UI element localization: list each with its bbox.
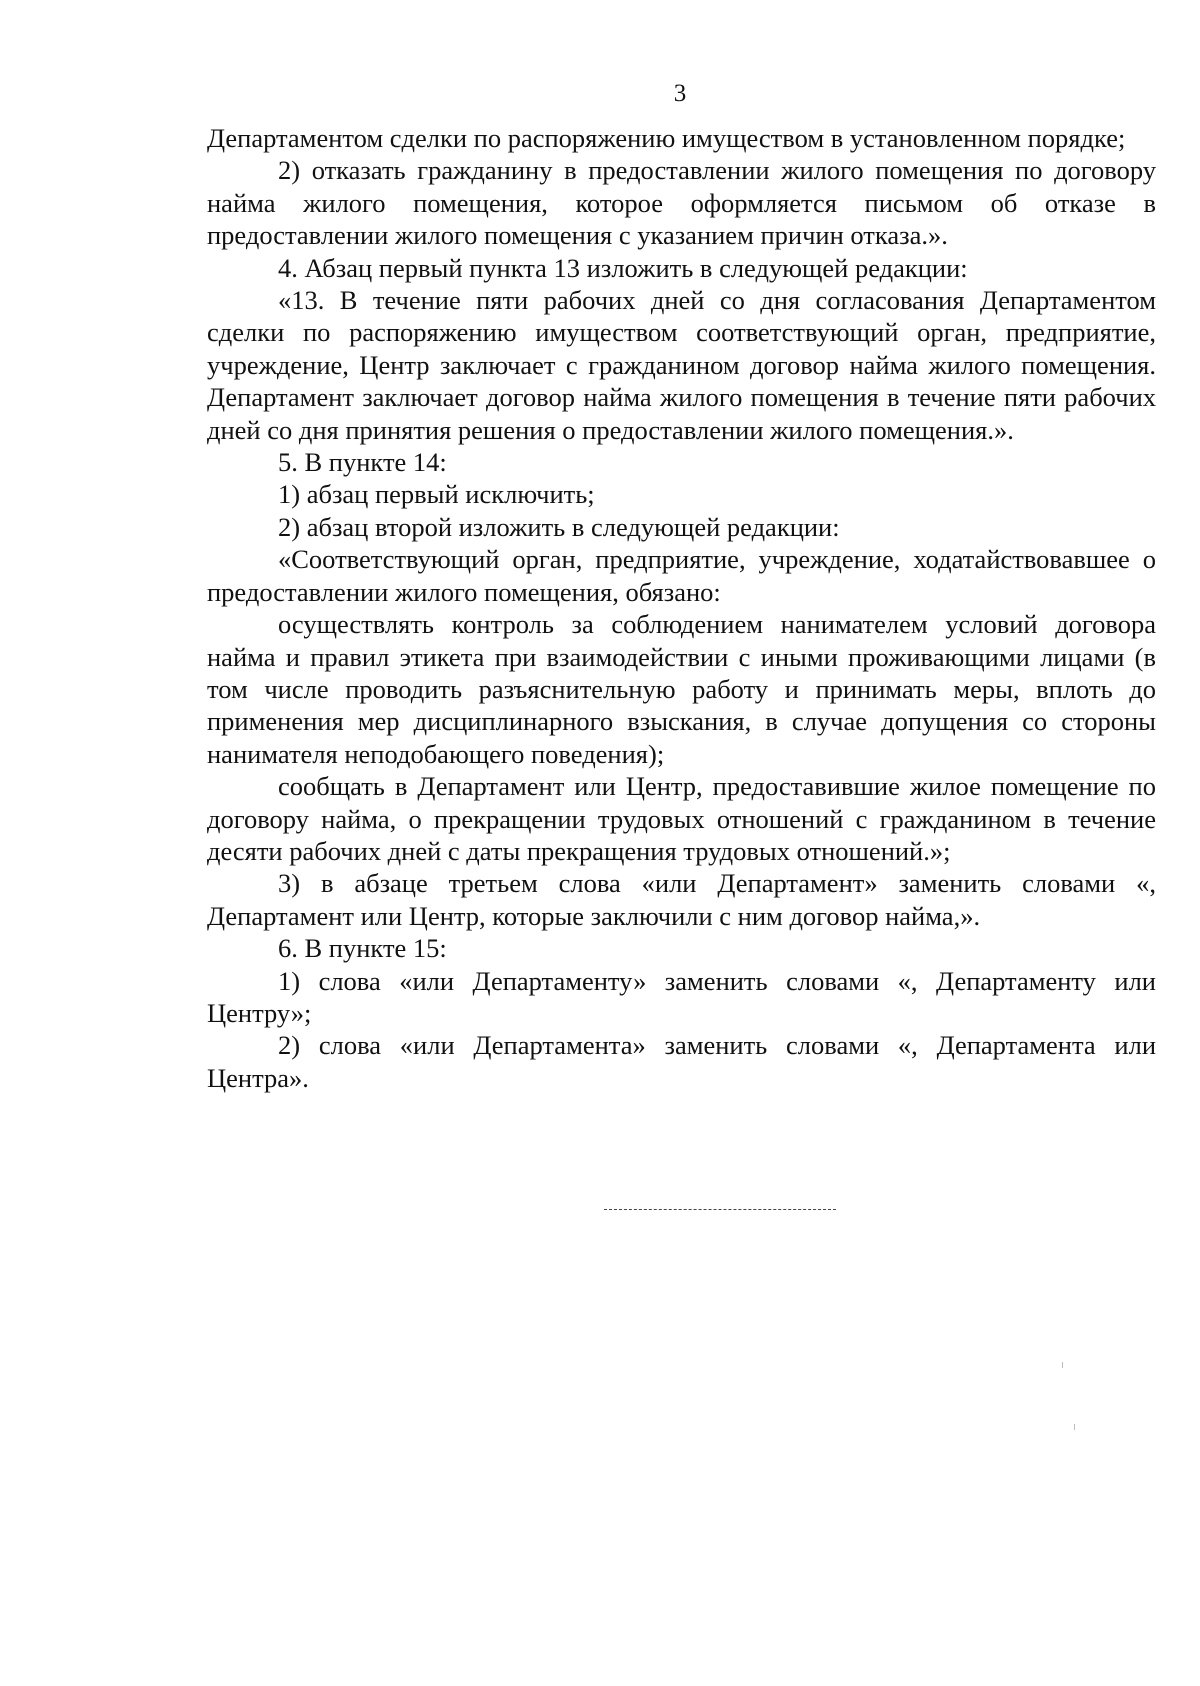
scan-speck — [1074, 1424, 1075, 1430]
paragraph-item-6: 6. В пункте 15: — [278, 933, 447, 964]
page-number: 3 — [673, 80, 687, 107]
paragraph-item-5-sub-3: 3) в абзаце третьем слова «или Департамент» заменить словами «, Департамент или Центр, которые заключили с ним договор найма,». — [207, 868, 1156, 931]
paragraph-item-5-sub-2: 2) абзац второй изложить в следующей редакции: — [278, 511, 840, 542]
paragraph-obligation-control: осуществлять контроль за соблюдением нанимателем условий договора найма и правил этикета при взаимодействии с иными проживающими лицами (в том числе проводить разъяснительную работу и принимать меры, вплоть до применения мер дисциплинарного взыскания, в случае допущения со стороны нанимателя неподобающего поведения); — [207, 609, 1156, 769]
document-body — [207, 122, 1156, 1094]
scan-speck — [1062, 1362, 1063, 1368]
paragraph-item-13-text: «13. В течение пяти рабочих дней со дня согласования Департаментом сделки по распоряжению имуществом соответствующий орган, предприятие, учреждение, Центр заключает с гражданином договор найма жилого помещения. Департамент заключает договор найма жилого помещения в течение пяти рабочих дней со дня принятия решения о предоставлении жилого помещения.». — [207, 285, 1156, 445]
end-of-text-rule — [604, 1209, 836, 1210]
paragraph-refusal: 2) отказать гражданину в предоставлении жилого помещения по договору найма жилого помещения, которое оформляется письмом об отказе в предоставлении жилого помещения с указанием причин отказа.». — [207, 155, 1156, 251]
paragraph-item-6-sub-2: 2) слова «или Департамента» заменить словами «, Департамента или Центра». — [207, 1030, 1156, 1093]
paragraph-item-6-sub-1: 1) слова «или Департаменту» заменить словами «, Департаменту или Центру»; — [207, 965, 1156, 1028]
paragraph-item-5-sub-1: 1) абзац первый исключить; — [278, 479, 595, 510]
paragraph-item-5: 5. В пункте 14: — [278, 447, 447, 478]
paragraph-obligation-report: сообщать в Департамент или Центр, предоставившие жилое помещение по договору найма, о прекращении трудовых отношений с гражданином в течение десяти рабочих дней с даты прекращения трудовых отношений.»; — [207, 771, 1156, 866]
paragraph-continuation: Департаментом сделки по распоряжению имуществом в установленном порядке; — [207, 123, 1126, 153]
paragraph-item-4: 4. Абзац первый пункта 13 изложить в следующей редакции: — [278, 252, 968, 283]
paragraph-obligation-intro: «Соответствующий орган, предприятие, учреждение, ходатайствовавшее о предоставлении жилого помещения, обязано: — [207, 544, 1156, 607]
